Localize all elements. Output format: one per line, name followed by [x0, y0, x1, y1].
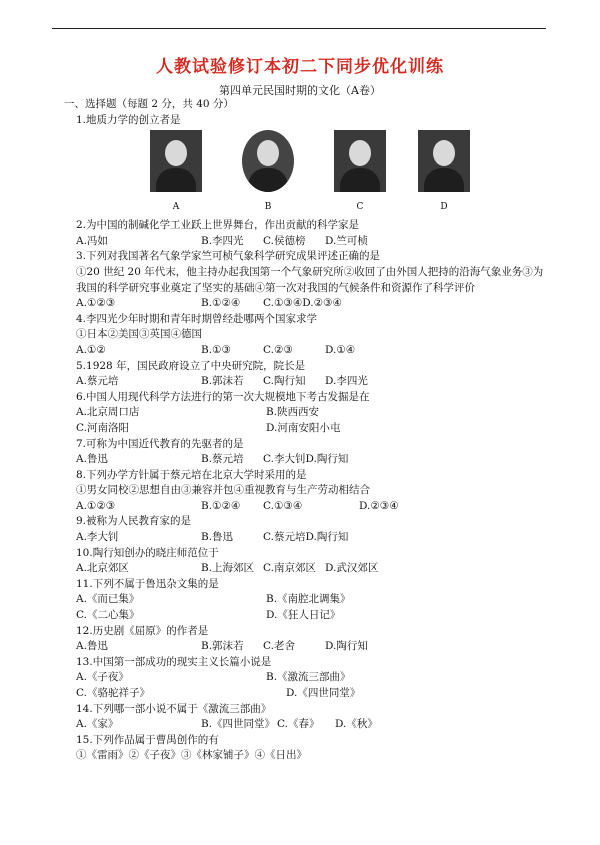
option: B.《南腔北调集》: [266, 593, 351, 606]
option: C.李大钊D.陶行知: [263, 453, 349, 466]
option: C.陶行知: [263, 375, 306, 388]
q6-stem: 6.中国人用现代科学方法进行的第一次大规模地下考古发掘是在: [76, 390, 370, 403]
option: A.蔡元培: [76, 375, 119, 388]
q13-options-row2: [76, 686, 546, 702]
option: B.郭沫若: [201, 375, 244, 388]
option: B.①③: [201, 343, 231, 356]
option: C.《春》: [277, 718, 320, 731]
section-heading: 一、选择题（每题 2 分，共 40 分）: [64, 98, 234, 110]
option: A.《家》: [76, 718, 119, 731]
q11-stem: 11.下列不属于鲁迅杂文集的是: [76, 577, 219, 590]
option: C.②③: [263, 343, 293, 356]
unit-subtitle: 第四单元民国时期的文化（A卷）: [219, 84, 381, 97]
question-list: [64, 97, 546, 764]
option: A.冯如: [76, 234, 108, 247]
q9-options: [76, 530, 546, 546]
q1-portraits: [76, 130, 546, 214]
option: A.北京周口店: [76, 406, 140, 419]
q10-stem: 10.陶行知创办的晓庄师范位于: [76, 546, 219, 559]
option: D.《秋》: [335, 718, 378, 731]
portrait-b-label: B: [264, 202, 272, 213]
option: D.武汉郊区: [325, 562, 379, 575]
portrait-b: [242, 130, 294, 216]
q4-stem: 4.李四光少年时期和青年时期曾经赴哪两个国家求学: [76, 312, 318, 325]
q4-body: ①日本②美国③英国④德国: [76, 328, 202, 341]
q15-stem: 15.下列作品属于曹禺创作的有: [76, 733, 219, 746]
option: A.《而已集》: [76, 593, 140, 606]
option: C.①③④D.②③④: [263, 297, 342, 310]
q13-stem: 13.中国第一部成功的现实主义长篇小说是: [76, 655, 272, 668]
option: D.《狂人日记》: [266, 609, 341, 622]
option: A.李大钊: [76, 531, 119, 544]
option: B.上海郊区: [201, 562, 255, 575]
q6-options-row1: [76, 405, 546, 421]
portrait-c-label: C: [356, 202, 364, 213]
portrait-b-photo: [242, 130, 294, 192]
portrait-d: [418, 130, 470, 216]
option: D.①④: [325, 343, 356, 356]
page-title: 人教试验修订本初二下同步优化训练: [156, 57, 444, 77]
portrait-a: [150, 130, 202, 216]
q12-stem: 12.历史剧《屈原》的作者是: [76, 624, 209, 637]
option: C.侯德榜: [263, 234, 306, 247]
portrait-a-label: A: [172, 202, 180, 213]
q9-stem: 9.被称为人民教育家的是: [76, 515, 192, 528]
option: D.河南安阳小屯: [266, 421, 341, 434]
option: B.李四光: [201, 234, 244, 247]
q14-stem: 14.下列哪一部小说不属于《激流三部曲》: [76, 702, 272, 715]
option: B.①②④: [201, 499, 241, 512]
option: B.《激流三部曲》: [266, 671, 351, 684]
portrait-d-label: D: [440, 202, 448, 213]
q3-stem: 3.下列对我国著名气象学家竺可桢气象科学研究成果评述正确的是: [76, 250, 381, 263]
option: B.蔡元培: [201, 453, 244, 466]
option: A.鲁迅: [76, 640, 108, 653]
option: C.《骆驼祥子》: [76, 687, 150, 699]
option: A.①②③: [76, 297, 116, 310]
portrait-c: [334, 130, 386, 216]
q3-options: [76, 296, 546, 312]
option: D.李四光: [325, 375, 368, 388]
q12-options: [76, 639, 546, 655]
q11-options-row2: [76, 608, 546, 624]
option: B.鲁迅: [201, 531, 234, 544]
q2-stem: 2.为中国的制碱化学工业跃上世界舞台，作出贡献的科学家是: [76, 219, 360, 232]
q7-options: [76, 452, 546, 468]
option: C.河南洛阳: [76, 421, 129, 434]
q5-stem: 5.1928 年，国民政府设立了中央研究院，院长是: [76, 359, 306, 372]
option: A.鲁迅: [76, 453, 108, 466]
option: B.《四世同堂》: [201, 718, 276, 731]
q8-options: [76, 499, 546, 515]
option: C.蔡元培D.陶行知: [263, 531, 349, 544]
q5-options: [76, 374, 546, 390]
q3-body: ①20 世纪 20 年代末，他主持办起我国第一个气象研究所②收回了由外国人把持的沿海气象业务③为我国的科学研究事业奠定了坚实的基础④第一次对我国的气候条件和资源作了科学评价: [76, 265, 544, 294]
q10-options: [76, 561, 546, 577]
option: A.①②③: [76, 499, 116, 512]
portrait-c-photo: [334, 130, 386, 192]
option: D.《四世同堂》: [286, 687, 361, 699]
q4-options: [76, 343, 546, 359]
q11-options-row1: [76, 592, 546, 608]
option: A.北京郊区: [76, 562, 129, 575]
q1-stem: 1.地质力学的创立者是: [76, 113, 181, 126]
option: D.②③④: [359, 499, 399, 512]
option: A.《子夜》: [76, 671, 129, 684]
top-rule: [52, 28, 546, 29]
option: C.《二心集》: [76, 609, 140, 622]
option: A.①②: [76, 343, 106, 356]
q13-options-row1: [76, 670, 546, 686]
q8-body: ①男女同校②思想自由③兼容并包④重视教育与生产劳动相结合: [76, 484, 370, 497]
q14-options: [76, 717, 546, 733]
q6-options-row2: [76, 421, 546, 437]
option: B.郭沫若: [201, 640, 244, 653]
option: C.老舍: [263, 640, 295, 653]
q7-stem: 7.可称为中国近代教育的先驱者的是: [76, 437, 244, 450]
option: B.①②④: [201, 297, 241, 310]
option: B.陕西西安: [266, 406, 320, 419]
q15-body: ①《雷雨》②《子夜》③《林家铺子》④《日出》: [76, 749, 307, 762]
q2-options: [76, 234, 546, 250]
option: C.①③④: [263, 499, 303, 512]
option: D.竺可桢: [325, 234, 368, 247]
portrait-d-photo: [418, 130, 470, 192]
option: D.陶行知: [325, 640, 368, 653]
q8-stem: 8.下列办学方针属于蔡元培在北京大学时采用的是: [76, 468, 307, 481]
option: C.南京郊区: [263, 562, 316, 575]
portrait-a-photo: [150, 130, 202, 192]
